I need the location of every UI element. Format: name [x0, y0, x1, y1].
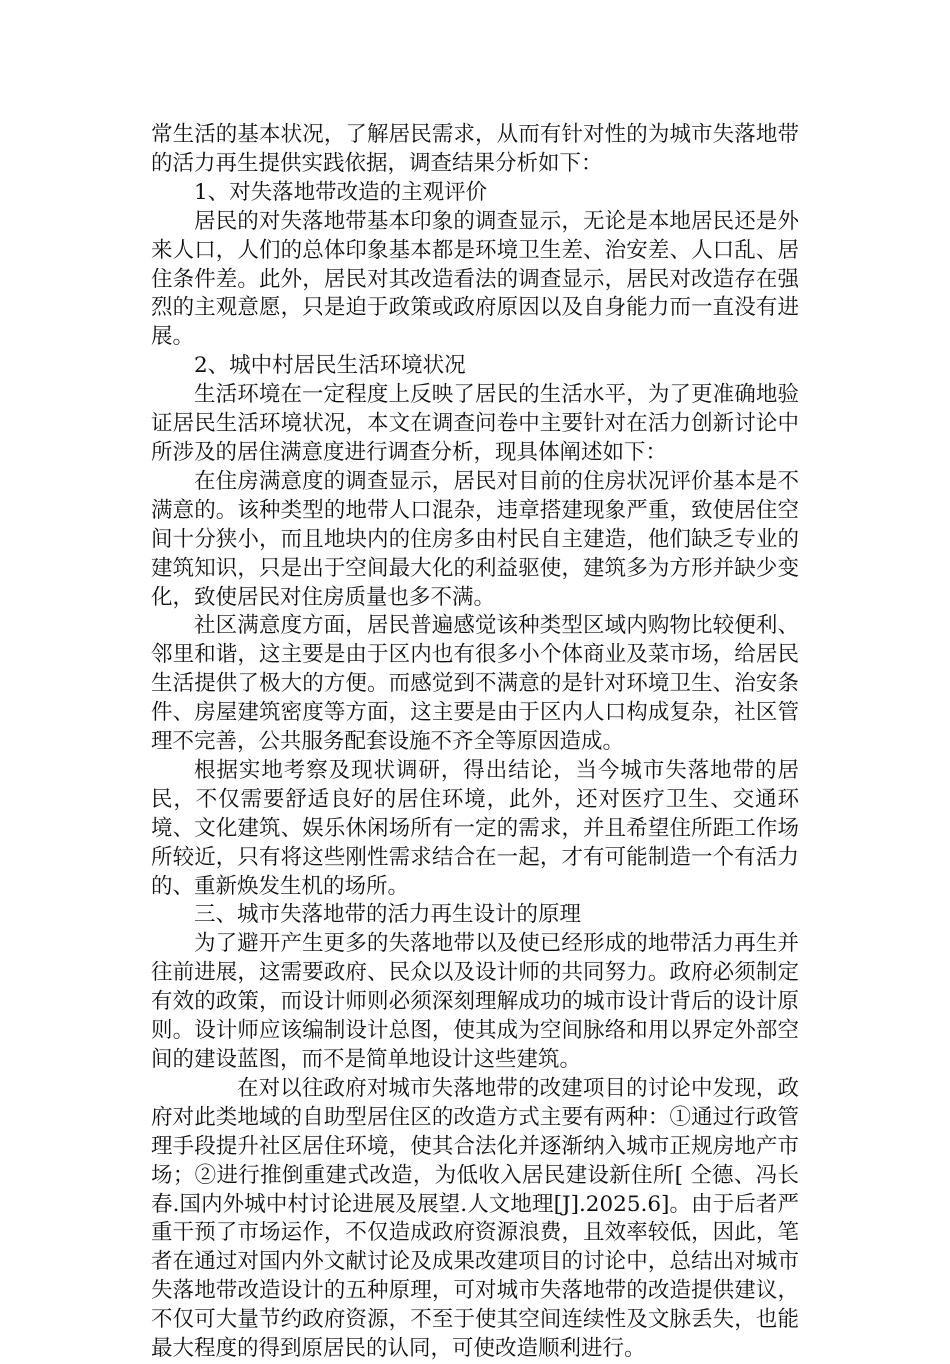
paragraph-living-environment: 生活环境在一定程度上反映了居民的生活水平，为了更准确地验证居民生活环境状况，本文在调查问卷中主要针对在活力创新讨论中所涉及的居住满意度进行调查分析，现具体阐述如下：	[151, 382, 799, 465]
section-heading-subjective-evaluation: 1、对失落地带改造的主观评价	[194, 179, 488, 205]
paragraph-intro-continuation: 常生活的基本状况，了解居民需求，从而有针对性的为城市失落地带的活力再生提供实践依据，调查结果分析如下：	[151, 122, 799, 176]
document-body	[151, 121, 799, 1364]
paragraph-resident-impression: 居民的对失落地带基本印象的调查显示，无论是本地居民还是外来人口，人们的总体印象基本都是环境卫生差、治安差、人口乱、居住条件差。此外，居民对其改造看法的调查显示，居民对改造存在强烈的主观意愿，只是迫于政策或政府原因以及自身能力而一直没有进展。	[151, 208, 799, 350]
section-heading-design-principles: 三、城市失落地带的活力再生设计的原理	[194, 902, 582, 928]
paragraph-renovation-approaches: 在对以往政府对城市失落地带的改建项目的讨论中发现，政府对此类地域的自助型居住区的改造方式主要有两种：①通过行政管理手段提升社区居住环境，使其合法化并逐渐纳入城市正规房地产市场；②进行推倒重建式改造，为低收入居民建设新住所[ 仝德、冯长春.国内外城中村讨论进展及展望.人文地理[J].2025.6]。由于后者严重干预了市场运作，不仅造成政府资源浪费，且效率较低，因此，笔者在通过对国内外文献讨论及成果改建项目的讨论中，总结出对城市失落地带改造设计的五种原理，可对城市失落地带的改造提供建议，不仅可大量节约政府资源，不至于使其空间连续性及文脉丢失，也能最大程度的得到原居民的认同，可使改造顺利进行。	[151, 1075, 799, 1362]
section-heading-living-environment: 2、城中村居民生活环境状况	[194, 353, 466, 379]
paragraph-conclusion: 根据实地考察及现状调研，得出结论，当今城市失落地带的居民，不仅需要舒适良好的居住环境，此外，还对医疗卫生、交通环境、文化建筑、娱乐休闲场所有一定的需求，并且希望住所距工作场所较近，只有将这些刚性需求结合在一起，才有可能制造一个有活力的、重新焕发生机的场所。	[151, 757, 799, 899]
paragraph-housing-satisfaction: 在住房满意度的调查显示，居民对目前的住房状况评价基本是不满意的。该种类型的地带人口混杂，违章搭建现象严重，致使居住空间十分狭小，而且地块内的住房多由村民自主建造，他们缺乏专业的建筑知识，只是出于空间最大化的利益驱使，建筑多为方形并缺少变化，致使居民对住房质量也多不满。	[151, 468, 799, 610]
paragraph-community-satisfaction: 社区满意度方面，居民普遍感觉该种类型区域内购物比较便利、邻里和谐，这主要是由于区内也有很多小个体商业及菜市场，给居民生活提供了极大的方便。而感觉到不满意的是针对环境卫生、治安条件、房屋建筑密度等方面，这主要是由于区内人口构成复杂，社区管理不完善，公共服务配套设施不齐全等原因造成。	[151, 613, 799, 755]
paragraph-design-principles: 为了避开产生更多的失落地带以及使已经形成的地带活力再生并往前进展，这需要政府、民众以及设计师的共同努力。政府必须制定有效的政策，而设计师则必须深刻理解成功的城市设计背后的设计原则。设计师应该编制设计总图，使其成为空间脉络和用以界定外部空间的建设蓝图，而不是简单地设计这些建筑。	[151, 931, 799, 1072]
